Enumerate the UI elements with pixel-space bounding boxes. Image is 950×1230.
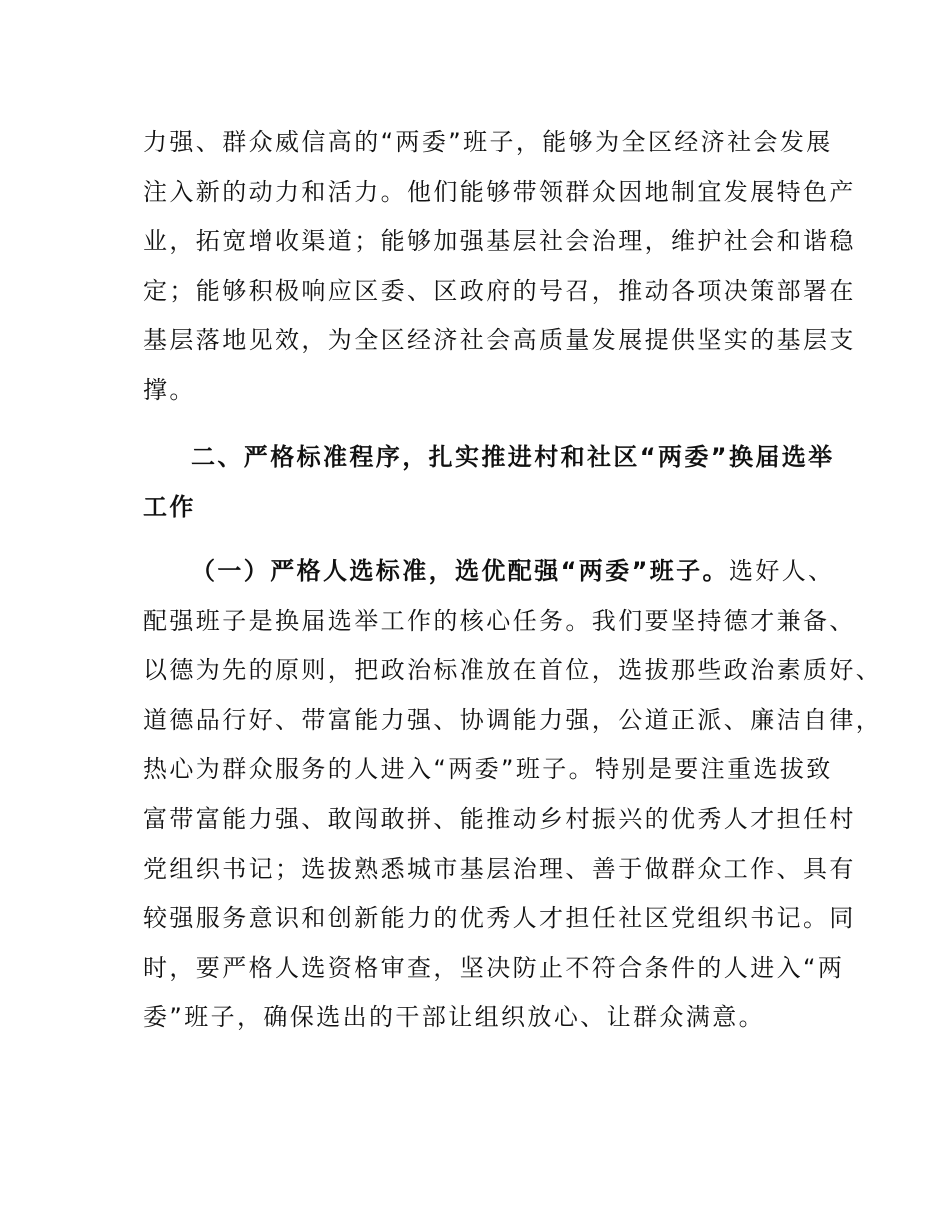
text-line: 委”班子，确保选出的干部让组织放心、让群众满意。 bbox=[143, 1003, 766, 1032]
heading-line: 二、严格标准程序，扎实推进村和社区“两委”换届选举 bbox=[191, 443, 835, 471]
heading-line: 工作 bbox=[143, 492, 196, 521]
text-line: 业，拓宽增收渠道；能够加强基层社会治理，维护社会和谐稳 bbox=[143, 227, 856, 256]
subheading-lead: （一）严格人选标准，选优配强“两委”班子。 bbox=[191, 557, 729, 585]
text-line: 配强班子是换届选举工作的核心任务。我们要坚持德才兼备、 bbox=[143, 606, 856, 635]
section-heading-2 bbox=[143, 433, 835, 532]
text-line: 基层落地见效，为全区经济社会高质量发展提供坚实的基层支 bbox=[143, 326, 856, 355]
text-line bbox=[143, 547, 835, 597]
lead-rest: 选好人、 bbox=[728, 557, 835, 585]
text-line: 热心为群众服务的人进入“两委”班子。特别是要注重选拔致 bbox=[143, 755, 833, 784]
paragraph-candidate-standards bbox=[143, 547, 883, 1043]
text-line: 定；能够积极响应区委、区政府的号召，推动各项决策部署在 bbox=[143, 276, 856, 305]
text-line: 较强服务意识和创新能力的优秀人才担任社区党组织书记。同 bbox=[143, 904, 856, 933]
text-line: 注入新的动力和活力。他们能够带领群众因地制宜发展特色产 bbox=[143, 177, 856, 206]
text-line: 道德品行好、带富能力强、协调能力强，公道正派、廉洁自律， bbox=[143, 705, 883, 734]
text-line: 撑。 bbox=[143, 375, 196, 404]
text-line: 力强、群众威信高的“两委”班子，能够为全区经济社会发展 bbox=[143, 128, 833, 156]
text-line: 党组织书记；选拔熟悉城市基层治理、善于做群众工作、具有 bbox=[143, 854, 856, 883]
text-line: 时，要严格人选资格审查，坚决防止不符合条件的人进入“两 bbox=[143, 953, 845, 982]
text-line: 富带富能力强、敢闯敢拼、能推动乡村振兴的优秀人才担任村 bbox=[143, 804, 856, 833]
text-line: 以德为先的原则，把政治标准放在首位，选拔那些政治素质好、 bbox=[143, 656, 883, 685]
paragraph-intro-continuation bbox=[143, 118, 856, 416]
